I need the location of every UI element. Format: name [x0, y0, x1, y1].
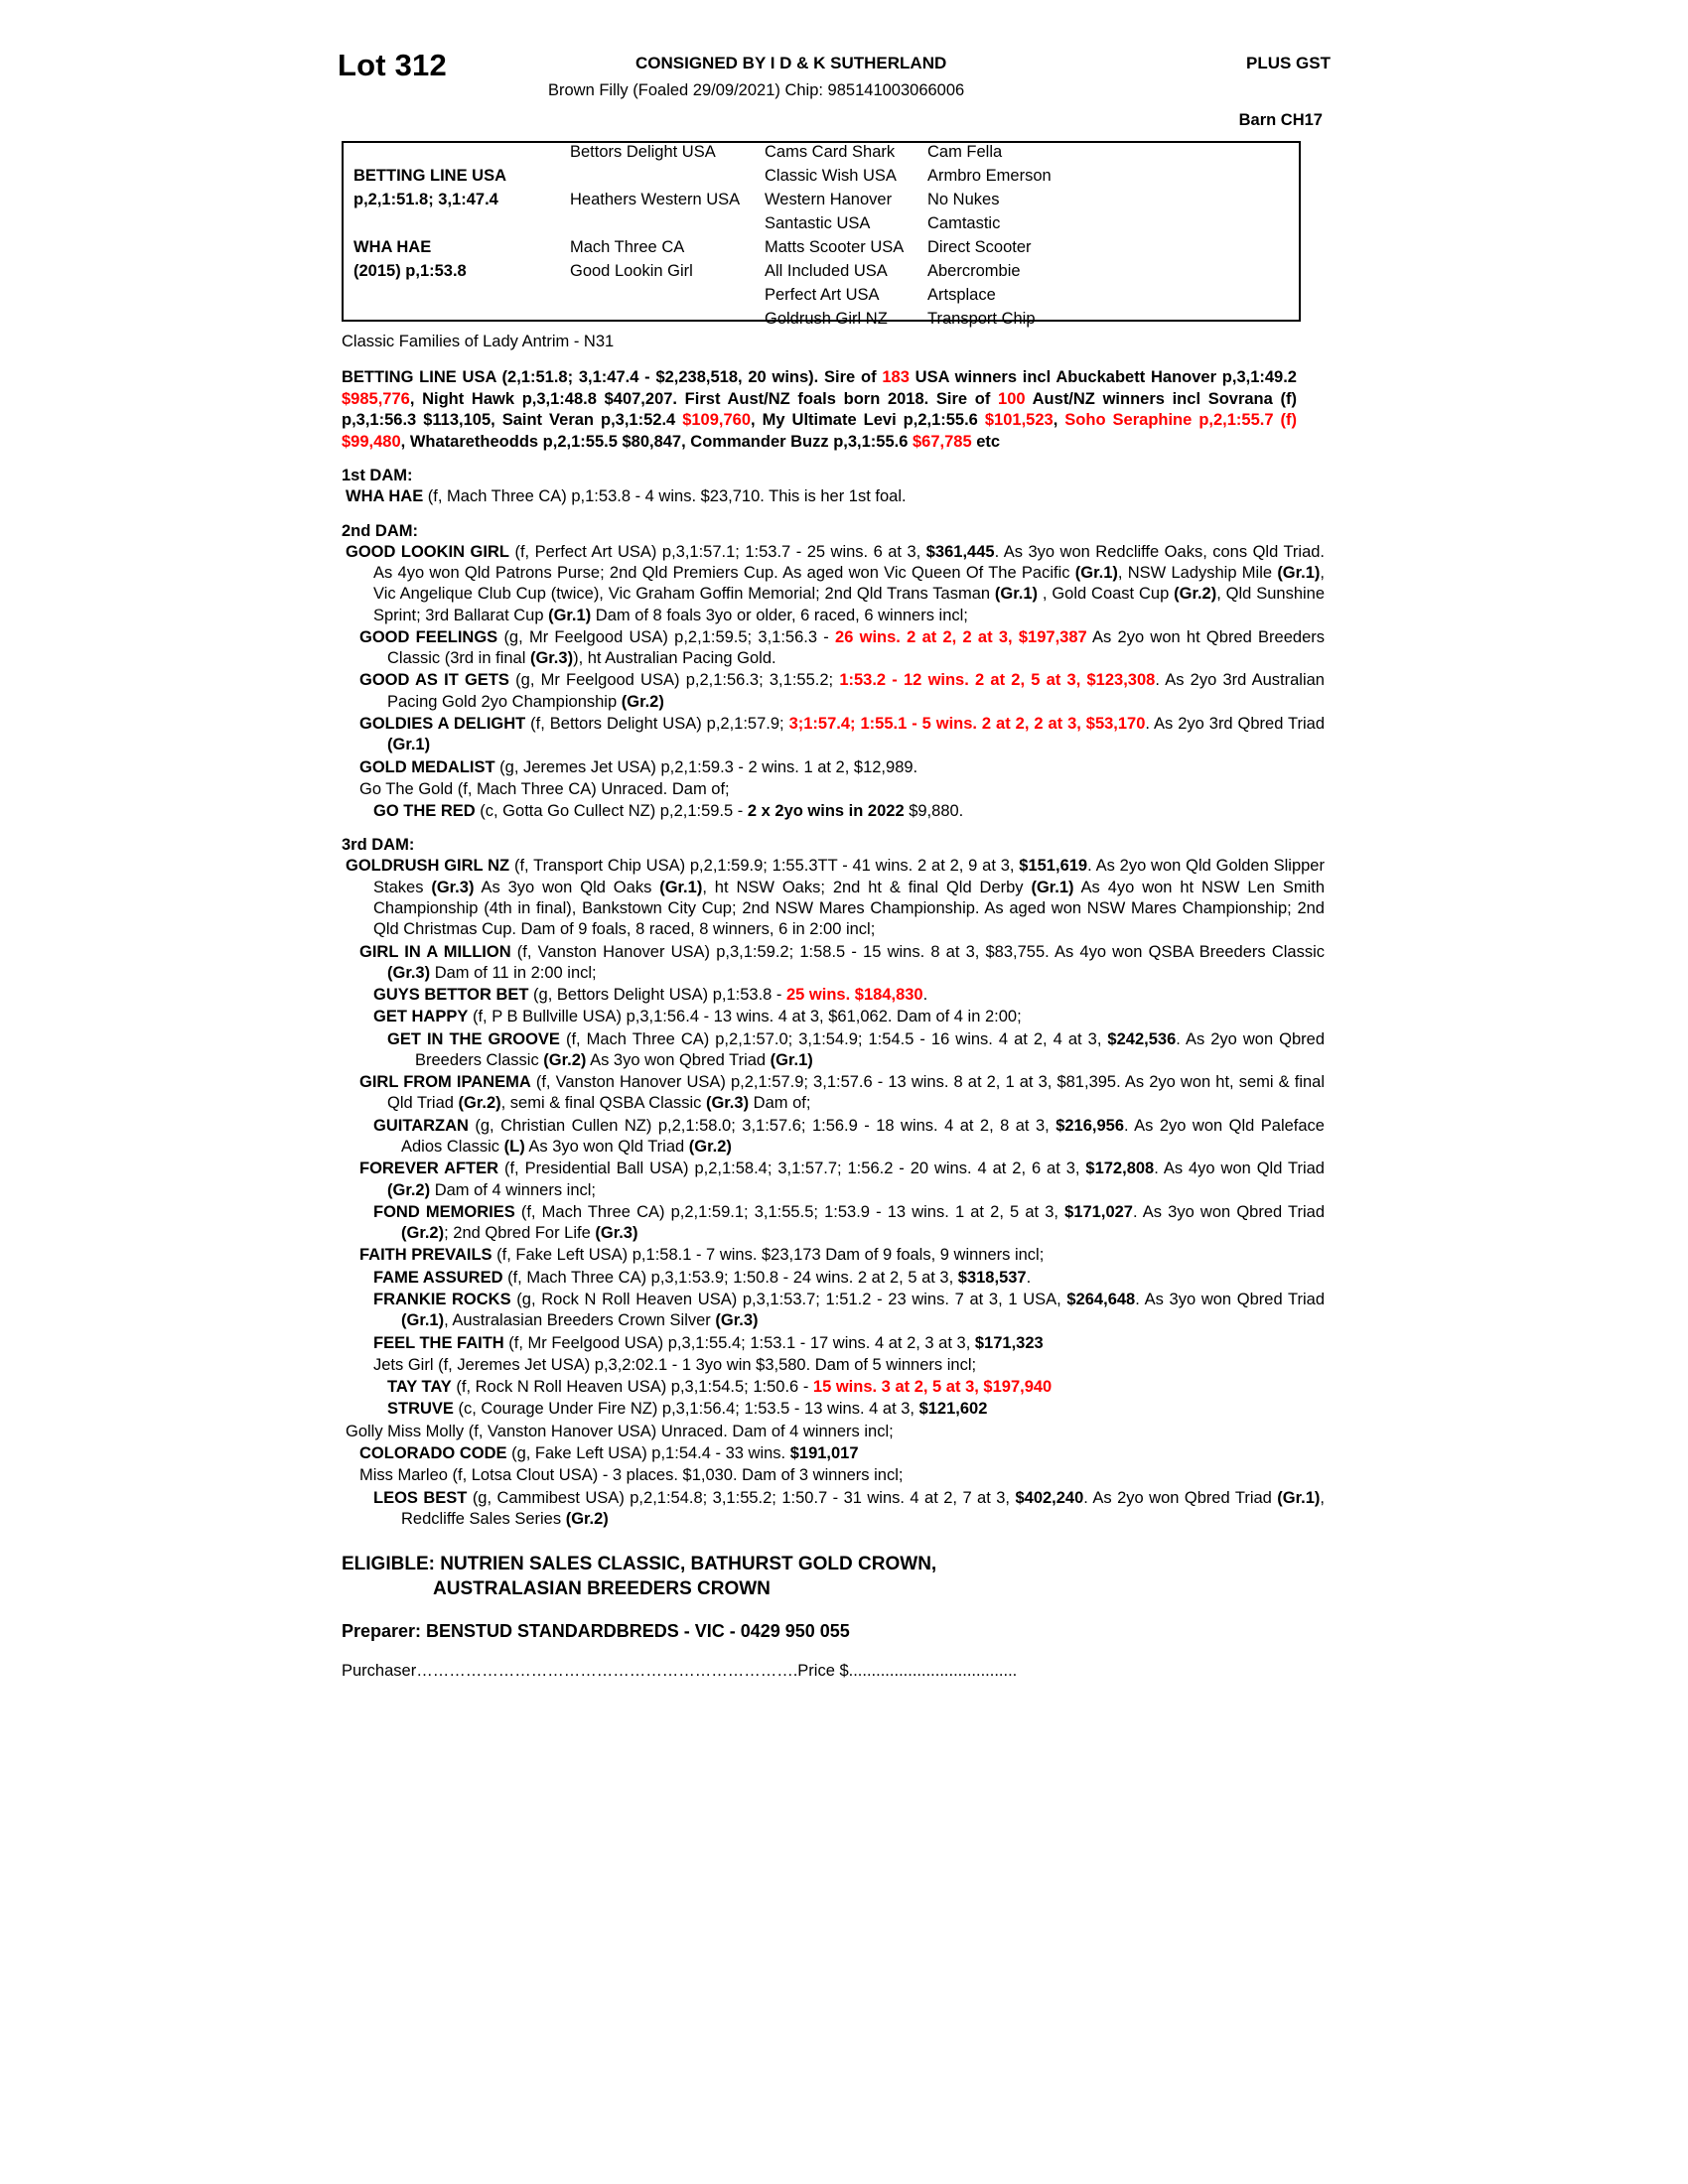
entry-text-run: GIRL FROM IPANEMA: [359, 1073, 531, 1092]
entry-text-run: $151,619: [1019, 857, 1088, 876]
preparer-line: Preparer: BENSTUD STANDARDBREDS - VIC - 0429 950 055: [342, 1621, 850, 1642]
entry-text-run: ; 2nd Qbred For Life: [444, 1224, 596, 1243]
entry-text-run: .: [1026, 1268, 1032, 1287]
pedigree-cell: Cam Fella: [927, 143, 1003, 161]
sire-text-run: 100: [998, 389, 1026, 408]
entry-text-run: STRUVE: [387, 1400, 454, 1419]
entry-text-run: (Gr.2): [387, 1180, 431, 1199]
pedigree-entry: [359, 1159, 1325, 1201]
entry-text-run: (Gr.3): [705, 1094, 750, 1113]
entry-text-run: (c, Courage Under Fire NZ) p,3,1:56.4; 1:53.5 - 13 wins. 4 at 3,: [453, 1400, 919, 1419]
entry-text-run: , Vic Angelique Club Cup (twice), Vic Graham Goffin Memorial; 2nd Qld Trans Tasman: [373, 564, 1326, 604]
entry-text-run: 25 wins. $184,830: [786, 986, 923, 1005]
pedigree-entry: [387, 1377, 1325, 1398]
entry-text-run: (g, Jeremes Jet USA) p,2,1:59.3 - 2 wins. 1 at 2, $12,989.: [494, 757, 918, 776]
entry-text-run: $242,536: [1107, 1029, 1177, 1048]
pedigree-col-parents: [353, 143, 567, 320]
pedigree-entry: [359, 1465, 1297, 1486]
pedigree-cell: Bettors Delight USA: [570, 143, 716, 161]
entry-text-run: (g, Mr Feelgood USA) p,2,1:59.5; 3,1:56.3 -: [497, 627, 836, 646]
entry-text-run: . As 4yo won Qld Triad: [1154, 1160, 1325, 1178]
entry-text-run: 2 x 2yo wins in 2022: [747, 802, 905, 821]
entry-text-run: , Australasian Breeders Crown Silver: [444, 1311, 716, 1330]
entry-text-run: (Gr.3): [529, 649, 574, 668]
dam-record: (2015) p,1:53.8: [353, 262, 467, 280]
entry-text-run: GET HAPPY: [373, 1008, 469, 1026]
entry-text-run: (g, Rock N Roll Heaven USA) p,3,1:53.7; 1:51.2 - 23 wins. 7 at 3, 1 USA,: [510, 1291, 1067, 1308]
pedigree-cell: Western Hanover: [765, 191, 893, 208]
pedigree-entry: [387, 1399, 1325, 1420]
pedigree-entry: [346, 856, 1325, 940]
entry-text-run: (Gr.1): [659, 878, 703, 896]
sire-text-run: etc: [971, 432, 1001, 451]
entry-text-run: . As 2yo won Qld Golden Slipper Stakes: [373, 857, 1325, 896]
entry-text-run: Dam of;: [749, 1094, 811, 1113]
entry-text-run: LEOS BEST: [373, 1488, 468, 1507]
sire-record: p,2,1:51.8; 3,1:47.4: [353, 191, 498, 208]
pedigree-entry: [359, 1245, 1325, 1266]
sire-name: BETTING LINE USA: [353, 167, 507, 185]
pedigree-entry: [373, 1268, 1325, 1289]
pedigree-cell: Cams Card Shark: [765, 143, 896, 161]
entry-text-run: (Gr.1): [770, 1050, 813, 1069]
pedigree-entry: [346, 542, 1325, 626]
entry-text-run: GOOD LOOKIN GIRL: [346, 542, 509, 561]
entry-text-run: (f, Transport Chip USA) p,2,1:59.9; 1:55.3TT - 41 wins. 2 at 2, 9 at 3,: [509, 857, 1020, 876]
pedigree-cell: Direct Scooter: [927, 238, 1032, 256]
entry-text-run: (g, Christian Cullen NZ) p,2,1:58.0; 3,1:57.6; 1:56.9 - 18 wins. 4 at 2, 8 at 3,: [468, 1116, 1056, 1135]
consignor-line: CONSIGNED BY I D & K SUTHERLAND: [635, 54, 947, 72]
pedigree-cell: Mach Three CA: [570, 238, 685, 256]
entry-text-run: (f, Vanston Hanover USA) p,3,1:59.2; 1:58.5 - 15 wins. 8 at 3, $83,755. As 4yo won QSBA Breeders Classic: [510, 942, 1325, 961]
entry-text-run: Miss Marleo (f, Lotsa Clout USA) - 3 places. $1,030. Dam of 3 winners incl;: [359, 1466, 904, 1485]
pedigree-entry: [373, 1202, 1325, 1245]
entry-text-run: (Gr.2): [543, 1050, 587, 1069]
pedigree-entry: [359, 942, 1325, 985]
entry-text-run: FOND MEMORIES: [373, 1202, 515, 1221]
entry-text-run: (L): [503, 1138, 525, 1157]
sire-text-run: ,: [1053, 411, 1065, 430]
pedigree-entry: [359, 1072, 1325, 1115]
dam-heading: 2nd DAM:: [342, 521, 418, 540]
entry-text-run: , ht NSW Oaks; 2nd ht & final Qld Derby: [702, 878, 1032, 896]
sire-text-run: $985,776: [342, 389, 410, 408]
entry-text-run: FOREVER AFTER: [359, 1160, 499, 1178]
entry-text-run: . As 3yo won Qbred Triad: [1135, 1291, 1325, 1308]
pedigree-cell: Santastic USA: [765, 214, 871, 232]
entry-text-run: As 4yo won ht NSW Len Smith Championship (4th in final), Bankstown City Cup; 2nd NSW Mares Championship. As aged won NSW Mares Championship; 2nd Qld Christmas Cup. Dam of 9 foals, 8 raced, 8 winners, 6 in 2:00 incl;: [373, 878, 1325, 939]
entry-text-run: $172,808: [1085, 1160, 1155, 1178]
entry-text-run: $191,017: [789, 1443, 859, 1462]
entry-text-run: 26 wins. 2 at 2, 2 at 3, $197,387: [835, 627, 1087, 646]
entry-text-run: As 2yo won ht Qbred Breeders Classic (3rd in final: [387, 627, 1325, 668]
entry-text-run: (Gr.2): [565, 1509, 609, 1528]
entry-text-run: GOLD MEDALIST: [359, 757, 495, 776]
entry-text-run: (Gr.1): [1031, 878, 1074, 896]
pedigree-entry: [373, 1007, 1325, 1027]
entry-text-run: , Gold Coast Cup: [1038, 585, 1175, 604]
pedigree-entry: [346, 486, 1297, 507]
entry-text-run: , semi & final QSBA Classic: [500, 1094, 706, 1113]
sire-text-run: BETTING LINE USA (2,1:51.8; 3,1:47.4 - $2,238,518, 20 wins). Sire of: [342, 368, 883, 386]
pedigree-entry: [373, 1116, 1325, 1159]
pedigree-cell: Transport Chip: [927, 310, 1036, 328]
entry-text-run: ), ht Australian Pacing Gold.: [573, 649, 776, 668]
entry-text-run: Dam of 11 in 2:00 incl;: [430, 963, 597, 982]
entry-text-run: (f, Presidential Ball USA) p,2,1:58.4; 3,1:57.7; 1:56.2 - 20 wins. 4 at 2, 6 at 3,: [498, 1160, 1086, 1178]
pedigree-table: [342, 141, 1301, 328]
entry-text-run: (Gr.1): [548, 606, 592, 624]
entry-text-run: (Gr.2): [458, 1094, 501, 1113]
entry-text-run: FRANKIE ROCKS: [373, 1291, 511, 1308]
entry-text-run: As 3yo won Qbred Triad: [586, 1050, 771, 1069]
pedigree-cell: Artsplace: [927, 286, 996, 304]
entry-text-run: GO THE RED: [373, 802, 476, 821]
family-line: Classic Families of Lady Antrim - N31: [342, 333, 615, 350]
dam-sections: [338, 467, 1331, 1530]
entry-text-run: (f, Mach Three CA) p,2,1:59.1; 3,1:55.5; 1:53.9 - 13 wins. 1 at 2, 5 at 3,: [514, 1202, 1065, 1221]
pedigree-entry: [359, 670, 1325, 713]
entry-text-run: , Redcliffe Sales Series: [401, 1488, 1325, 1528]
entry-text-run: (c, Gotta Go Cullect NZ) p,2,1:59.5 -: [475, 802, 748, 821]
page-header: [338, 40, 1331, 135]
pedigree-entry: [359, 1443, 1325, 1464]
entry-text-run: $402,240: [1015, 1488, 1084, 1507]
entry-text-run: (f, Fake Left USA) p,1:58.1 - 7 wins. $23,173 Dam of 9 foals, 9 winners incl;: [492, 1246, 1045, 1265]
entry-text-run: 3;1:57.4; 1:55.1 - 5 wins. 2 at 2, 2 at 3, $53,170: [788, 714, 1146, 733]
entry-text-run: (f, Bettors Delight USA) p,2,1:57.9;: [525, 714, 789, 733]
entry-text-run: Golly Miss Molly (f, Vanston Hanover USA) Unraced. Dam of 4 winners incl;: [346, 1422, 894, 1440]
entry-text-run: GOOD AS IT GETS: [359, 671, 509, 690]
entry-text-run: (Gr.1): [1277, 564, 1321, 582]
sire-text-run: , Night Hawk p,3,1:48.8 $407,207. First Aust/NZ foals born 2018. Sire of: [409, 389, 999, 408]
entry-text-run: . As 3yo won Redcliffe Oaks, cons Qld Triad. As 4yo won Qld Patrons Purse; 2nd Qld Premiers Cup. As aged won Vic Queen Of The Pacific: [373, 542, 1326, 582]
entry-text-run: (f, Rock N Roll Heaven USA) p,3,1:54.5; 1:50.6 -: [451, 1378, 813, 1397]
entry-text-run: (f, P B Bullville USA) p,3,1:56.4 - 13 wins. 4 at 3, $61,062. Dam of 4 in 2:00;: [468, 1008, 1022, 1026]
sire-text-run: $101,523: [984, 411, 1054, 430]
entry-text-run: (f, Mach Three CA) p,3,1:53.9; 1:50.8 - 24 wins. 2 at 2, 5 at 3,: [502, 1268, 958, 1287]
entry-text-run: (Gr.1): [994, 585, 1039, 604]
entry-text-run: GOLDRUSH GIRL NZ: [346, 857, 510, 876]
entry-text-run: (Gr.1): [401, 1311, 445, 1330]
sire-text-run: 183: [882, 368, 910, 386]
dam-heading: 3rd DAM:: [342, 836, 415, 855]
entry-text-run: $9,880.: [904, 802, 964, 821]
entry-text-run: FEEL THE FAITH: [373, 1333, 504, 1352]
entry-text-run: GET IN THE GROOVE: [387, 1029, 560, 1048]
entry-text-run: .: [922, 986, 928, 1005]
entry-text-run: FAME ASSURED: [373, 1268, 503, 1287]
entry-text-run: , Qld Sunshine Sprint; 3rd Ballarat Cup: [373, 585, 1326, 624]
entry-text-run: $121,602: [918, 1400, 988, 1419]
lot-number: Lot 312: [338, 48, 447, 82]
entry-text-run: $171,323: [974, 1333, 1044, 1352]
entry-text-run: (f, Mach Three CA) p,1:53.8 - 4 wins. $23,710. This is her 1st foal.: [423, 487, 907, 506]
pedigree-entry: [373, 801, 1325, 822]
barn-label: Barn CH17: [1238, 111, 1323, 129]
pedigree-cell: Camtastic: [927, 214, 1001, 232]
page-content: [338, 40, 1331, 1681]
entry-text-run: (Gr.3): [715, 1311, 759, 1330]
entry-text-run: (Gr.1): [387, 736, 431, 754]
entry-text-run: GIRL IN A MILLION: [359, 942, 511, 961]
entry-text-run: . As 2yo 3rd Qbred Triad: [1145, 714, 1326, 733]
pedigree-cell: Armbro Emerson: [927, 167, 1052, 185]
sire-summary-paragraph: [342, 367, 1297, 453]
pedigree-cell: No Nukes: [927, 191, 1000, 208]
entry-text-run: (Gr.2): [1174, 585, 1217, 604]
entry-text-run: . As 2yo won Qld Paleface Adios Classic: [401, 1116, 1325, 1157]
entry-text-run: GUITARZAN: [373, 1116, 469, 1135]
entry-text-run: (Gr.3): [387, 963, 431, 982]
entry-text-run: . As 2yo 3rd Australian Pacing Gold 2yo Championship: [387, 671, 1325, 711]
entry-text-run: Dam of 8 foals 3yo or older, 6 raced, 6 winners incl;: [591, 606, 968, 624]
entry-text-run: (g, Fake Left USA) p,1:54.4 - 33 wins.: [506, 1443, 790, 1462]
eligibility-line-1: ELIGIBLE: NUTRIEN SALES CLASSIC, BATHURST GOLD CROWN,: [342, 1554, 937, 1575]
entry-text-run: (Gr.1): [1277, 1488, 1321, 1507]
eligibility-block: [342, 1552, 1331, 1601]
entry-text-run: Dam of 4 winners incl;: [430, 1180, 597, 1199]
entry-text-run: GOOD FEELINGS: [359, 627, 498, 646]
dam-heading: 1st DAM:: [342, 467, 413, 485]
entry-text-run: As 3yo won Qld Triad: [524, 1138, 689, 1157]
sire-text-run: $109,760: [682, 411, 752, 430]
purchaser-line: Purchaser…………………………………………………………….Price $.....................................: [342, 1662, 1018, 1681]
pedigree-cell: Good Lookin Girl: [570, 262, 693, 280]
entry-text-run: (Gr.1): [1074, 564, 1118, 582]
entry-text-run: WHA HAE: [346, 487, 424, 506]
pedigree-entry: [373, 985, 1325, 1006]
plus-gst-label: PLUS GST: [1245, 54, 1331, 72]
foaling-details: Brown Filly (Foaled 29/09/2021) Chip: 985141003066006: [548, 81, 965, 99]
entry-text-run: (Gr.3): [431, 878, 475, 896]
entry-text-run: $216,956: [1055, 1116, 1125, 1135]
entry-text-run: COLORADO CODE: [359, 1443, 507, 1462]
entry-text-run: (g, Cammibest USA) p,2,1:54.8; 3,1:55.2; 1:50.7 - 31 wins. 4 at 2, 7 at 3,: [467, 1488, 1016, 1507]
entry-text-run: (Gr.3): [595, 1224, 638, 1243]
sire-text-run: Soho Seraphine p,2,1:55.7 (f) $99,480: [342, 411, 1298, 451]
sire-text-run: USA winners incl Abuckabett Hanover p,3,1:49.2: [909, 368, 1297, 386]
pedigree-entry: [373, 1333, 1325, 1354]
pedigree-cell: Heathers Western USA: [570, 191, 741, 208]
pedigree-entry: [387, 1029, 1325, 1072]
entry-text-run: GUYS BETTOR BET: [373, 986, 529, 1005]
entry-text-run: (f, Vanston Hanover USA) p,2,1:57.9; 3,1:57.6 - 13 wins. 8 at 2, 1 at 3, $81,395. As 2yo won ht, semi & final Qld Triad: [387, 1073, 1325, 1113]
pedigree-entry: [359, 757, 1325, 778]
pedigree-entry: [373, 1355, 1297, 1376]
pedigree-cell: Abercrombie: [927, 262, 1021, 280]
entry-text-run: (g, Mr Feelgood USA) p,2,1:56.3; 3,1:55.2;: [508, 671, 840, 690]
entry-text-run: (f, Mr Feelgood USA) p,3,1:55.4; 1:53.1 - 17 wins. 4 at 2, 3 at 3,: [503, 1333, 975, 1352]
sire-text-run: Aust/NZ winners incl Sovrana (f) p,3,1:56.3 $113,105, Saint Veran p,3,1:52.4: [342, 389, 1297, 430]
pedigree-entry: [373, 1290, 1325, 1332]
entry-text-run: , NSW Ladyship Mile: [1117, 564, 1278, 582]
entry-text-run: (Gr.2): [621, 692, 664, 711]
pedigree-col-great-grandparents: [765, 143, 928, 328]
pedigree-cell: Classic Wish USA: [765, 167, 897, 185]
entry-text-run: $264,648: [1066, 1291, 1136, 1308]
entry-text-run: GOLDIES A DELIGHT: [359, 714, 526, 733]
entry-text-run: $361,445: [925, 542, 995, 561]
entry-text-run: . As 3yo won Qbred Triad: [1132, 1202, 1325, 1221]
entry-text-run: (Gr.2): [401, 1224, 445, 1243]
pedigree-entry: [359, 779, 1297, 800]
entry-text-run: . As 2yo won Qbred Breeders Classic: [415, 1029, 1325, 1069]
entry-text-run: Jets Girl (f, Jeremes Jet USA) p,3,2:02.1 - 1 3yo win $3,580. Dam of 5 winners incl;: [373, 1355, 977, 1374]
pedigree-cell: Goldrush Girl NZ: [765, 310, 888, 328]
pedigree-col-grandparents: [570, 143, 764, 320]
entry-text-run: $171,027: [1064, 1202, 1133, 1221]
entry-text-run: Go The Gold (f, Mach Three CA) Unraced. Dam of;: [359, 779, 730, 798]
pedigree-entry: [346, 1422, 1297, 1442]
entry-text-run: TAY TAY: [387, 1378, 452, 1397]
sire-text-run: , Whataretheodds p,2,1:55.5 $80,847, Commander Buzz p,3,1:55.6: [400, 432, 913, 451]
entry-text-run: (g, Bettors Delight USA) p,1:53.8 -: [528, 986, 786, 1005]
pedigree-entry: [359, 714, 1325, 756]
pedigree-entry: [359, 627, 1325, 670]
dam-name: WHA HAE: [353, 238, 432, 256]
eligibility-line-2: AUSTRALASIAN BREEDERS CROWN: [433, 1578, 771, 1600]
entry-text-run: 1:53.2 - 12 wins. 2 at 2, 5 at 3, $123,308: [839, 671, 1156, 690]
sire-text-run: $67,785: [913, 432, 972, 451]
entry-text-run: As 3yo won Qld Oaks: [474, 878, 660, 896]
entry-text-run: (f, Mach Three CA) p,2,1:57.0; 3,1:54.9; 1:54.5 - 16 wins. 4 at 2, 4 at 3,: [559, 1029, 1108, 1048]
entry-text-run: FAITH PREVAILS: [359, 1246, 492, 1265]
sire-text-run: , My Ultimate Levi p,2,1:55.6: [751, 411, 985, 430]
pedigree-cell: All Included USA: [765, 262, 888, 280]
entry-text-run: (Gr.2): [688, 1138, 732, 1157]
pedigree-cell: Perfect Art USA: [765, 286, 880, 304]
pedigree-col-fourth-gen: [927, 143, 1096, 328]
entry-text-run: . As 2yo won Qbred Triad: [1083, 1488, 1278, 1507]
entry-text-run: (f, Perfect Art USA) p,3,1:57.1; 1:53.7 - 25 wins. 6 at 3,: [508, 542, 926, 561]
pedigree-cell: Matts Scooter USA: [765, 238, 905, 256]
entry-text-run: $318,537: [957, 1268, 1027, 1287]
pedigree-entry: [373, 1488, 1325, 1531]
entry-text-run: 15 wins. 3 at 2, 5 at 3, $197,940: [812, 1378, 1053, 1397]
